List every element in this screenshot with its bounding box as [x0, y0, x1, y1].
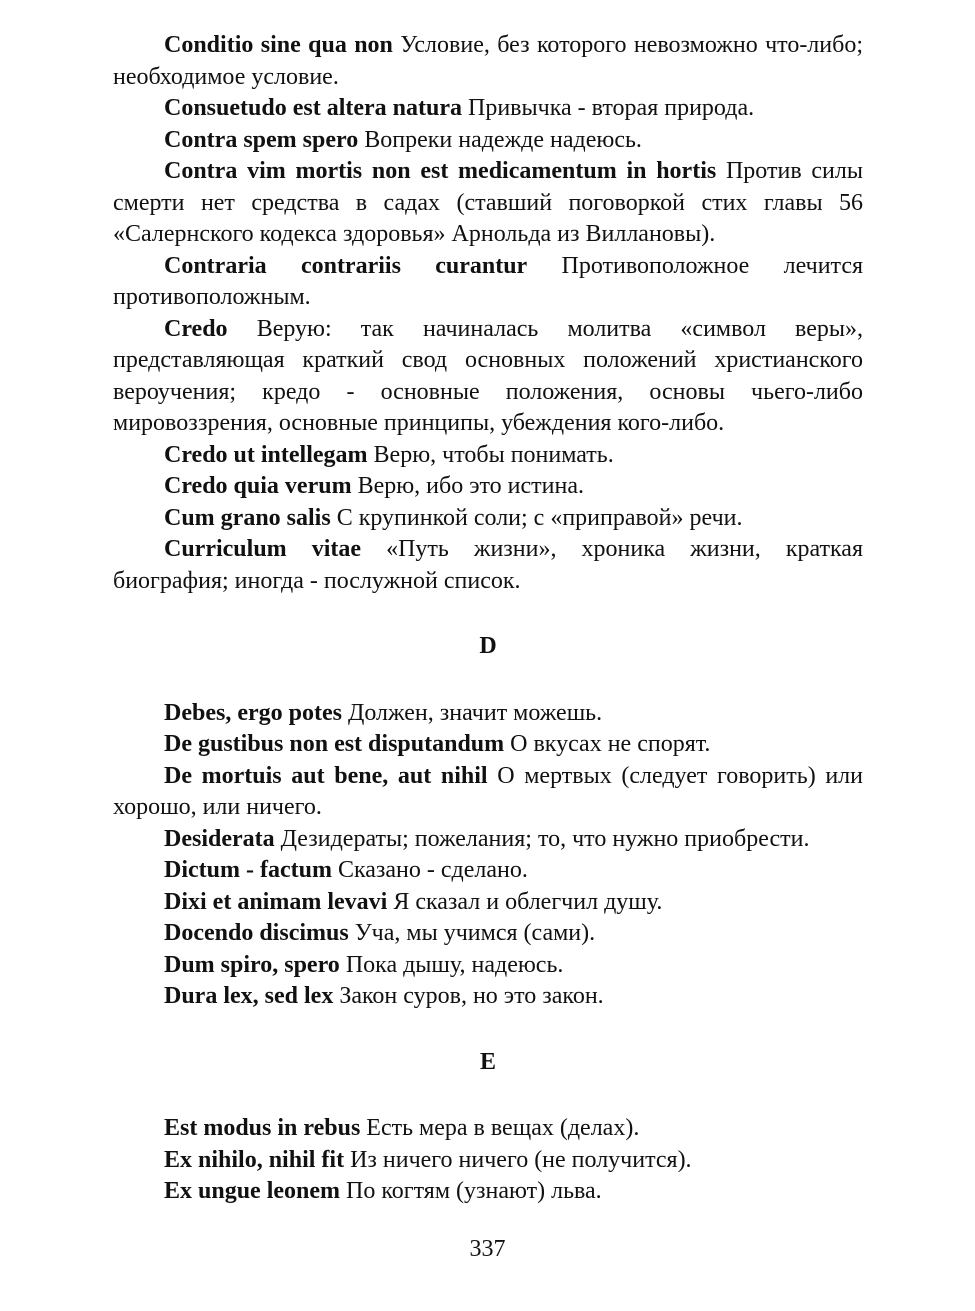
dictionary-entry	[113, 981, 863, 1013]
entry-definition: Вопреки надежде надеюсь.	[364, 126, 642, 153]
dictionary-entry	[113, 761, 863, 824]
dictionary-entry	[113, 251, 863, 314]
section-heading: D	[479, 633, 497, 659]
entry-definition: Привычка - вторая природа.	[468, 95, 755, 121]
entry-definition: Противоположное лечится противоположным.	[113, 252, 864, 310]
entry-term: Credo quia verum	[164, 473, 352, 499]
dictionary-entry	[113, 1176, 863, 1208]
dictionary-entry	[113, 729, 863, 761]
entry-definition: По когтям (узнают) льва.	[346, 1178, 602, 1204]
entry-definition: Должен, значит можешь.	[347, 699, 603, 726]
entry-term: Dum spiro, spero	[164, 951, 340, 978]
entry-term: Debes, ergo potes	[164, 699, 342, 726]
entry-definition: Дезидераты; пожелания; то, что нужно приобрести.	[280, 825, 810, 852]
entry-definition: Есть мера в вещах (делах).	[366, 1115, 640, 1141]
entry-term: Consuetudo est altera natura	[164, 95, 462, 121]
entry-term: Dura lex, sed lex	[164, 983, 334, 1009]
entry-term: Est modus in rebus	[164, 1115, 361, 1141]
entry-term: De gustibus non est disputandum	[164, 731, 505, 757]
dictionary-entry	[113, 93, 863, 125]
page-number: 337	[469, 1236, 506, 1262]
section-e	[113, 1047, 863, 1208]
entry-term: Credo	[164, 315, 228, 342]
entry-definition: Верю, ибо это истина.	[357, 473, 585, 499]
section-heading: E	[479, 1048, 496, 1075]
dictionary-page	[113, 30, 863, 1208]
entry-term: Conditio sine qua non	[164, 32, 393, 58]
entry-term: Ex ungue leonem	[164, 1178, 341, 1204]
dictionary-entry	[113, 1113, 863, 1145]
entry-definition: Сказано - сделано.	[337, 857, 528, 883]
entry-definition: Из ничего ничего (не получится).	[350, 1146, 692, 1173]
entry-definition: Закон суров, но это закон.	[339, 983, 604, 1009]
dictionary-entry	[113, 887, 863, 919]
dictionary-entry	[113, 950, 863, 982]
entry-term: Docendo discimus	[164, 920, 349, 946]
entry-term: Contra vim mortis non est medicamentum in hortis	[164, 158, 717, 184]
dictionary-entry	[113, 314, 863, 440]
entry-definition: Пока дышу, надеюсь.	[345, 951, 564, 978]
entry-definition: Верю, чтобы понимать.	[373, 441, 614, 468]
entry-definition: Я сказал и облегчил душу.	[393, 888, 663, 915]
dictionary-entry	[113, 534, 863, 597]
dictionary-entry	[113, 156, 863, 251]
dictionary-entry	[113, 440, 863, 472]
entry-definition: Против силы смерти нет средства в садах (ставший поговоркой стих главы 56 «Салернского кодекса здоровья» Арнольда из Виллановы).	[113, 158, 863, 247]
dictionary-entry	[113, 855, 863, 887]
entry-term: Desiderata	[164, 825, 275, 852]
dictionary-entry	[113, 30, 863, 93]
dictionary-entry	[113, 503, 863, 535]
dictionary-entry	[113, 125, 863, 157]
dictionary-entry	[113, 918, 863, 950]
entry-definition: Условие, без которого невозможно что-либо; необходимое условие.	[113, 32, 864, 90]
entry-term: Cum grano salis	[164, 504, 331, 531]
entry-term: Curriculum vitae	[164, 536, 362, 562]
entry-definition: «Путь жизни», хроника жизни, краткая биография; иногда - послужной список.	[113, 536, 863, 594]
entry-definition: С крупинкой соли; с «приправой» речи.	[336, 504, 743, 531]
dictionary-entry	[113, 1145, 863, 1177]
dictionary-entry	[113, 698, 863, 730]
entry-definition: Верую: так начиналась молитва «символ веры», представляющая краткий свод основных положений христианского вероучения; кредо - основные положения, основы чьего-либо мировоззрения, основные принципы, убеждения кого-либо.	[113, 315, 864, 436]
section-d	[113, 631, 863, 1013]
entry-definition: Уча, мы учимся (сами).	[354, 920, 596, 946]
entry-term: Dixi et animam levavi	[164, 888, 388, 915]
section-c	[113, 30, 863, 597]
entry-definition: О вкусах не спорят.	[510, 731, 711, 757]
entry-term: Credo ut intellegam	[164, 441, 368, 468]
entry-term: Contraria contrariis curantur	[164, 252, 528, 279]
entry-term: Ex nihilo, nihil fit	[164, 1146, 345, 1173]
entry-term: De mortuis aut bene, aut nihil	[164, 762, 488, 789]
entry-term: Contra spem spero	[164, 126, 359, 153]
entry-definition: О мертвых (следует говорить) или хорошо, или ничего.	[113, 762, 864, 820]
entry-term: Dictum - factum	[164, 857, 332, 883]
dictionary-entry	[113, 471, 863, 503]
dictionary-entry	[113, 824, 863, 856]
